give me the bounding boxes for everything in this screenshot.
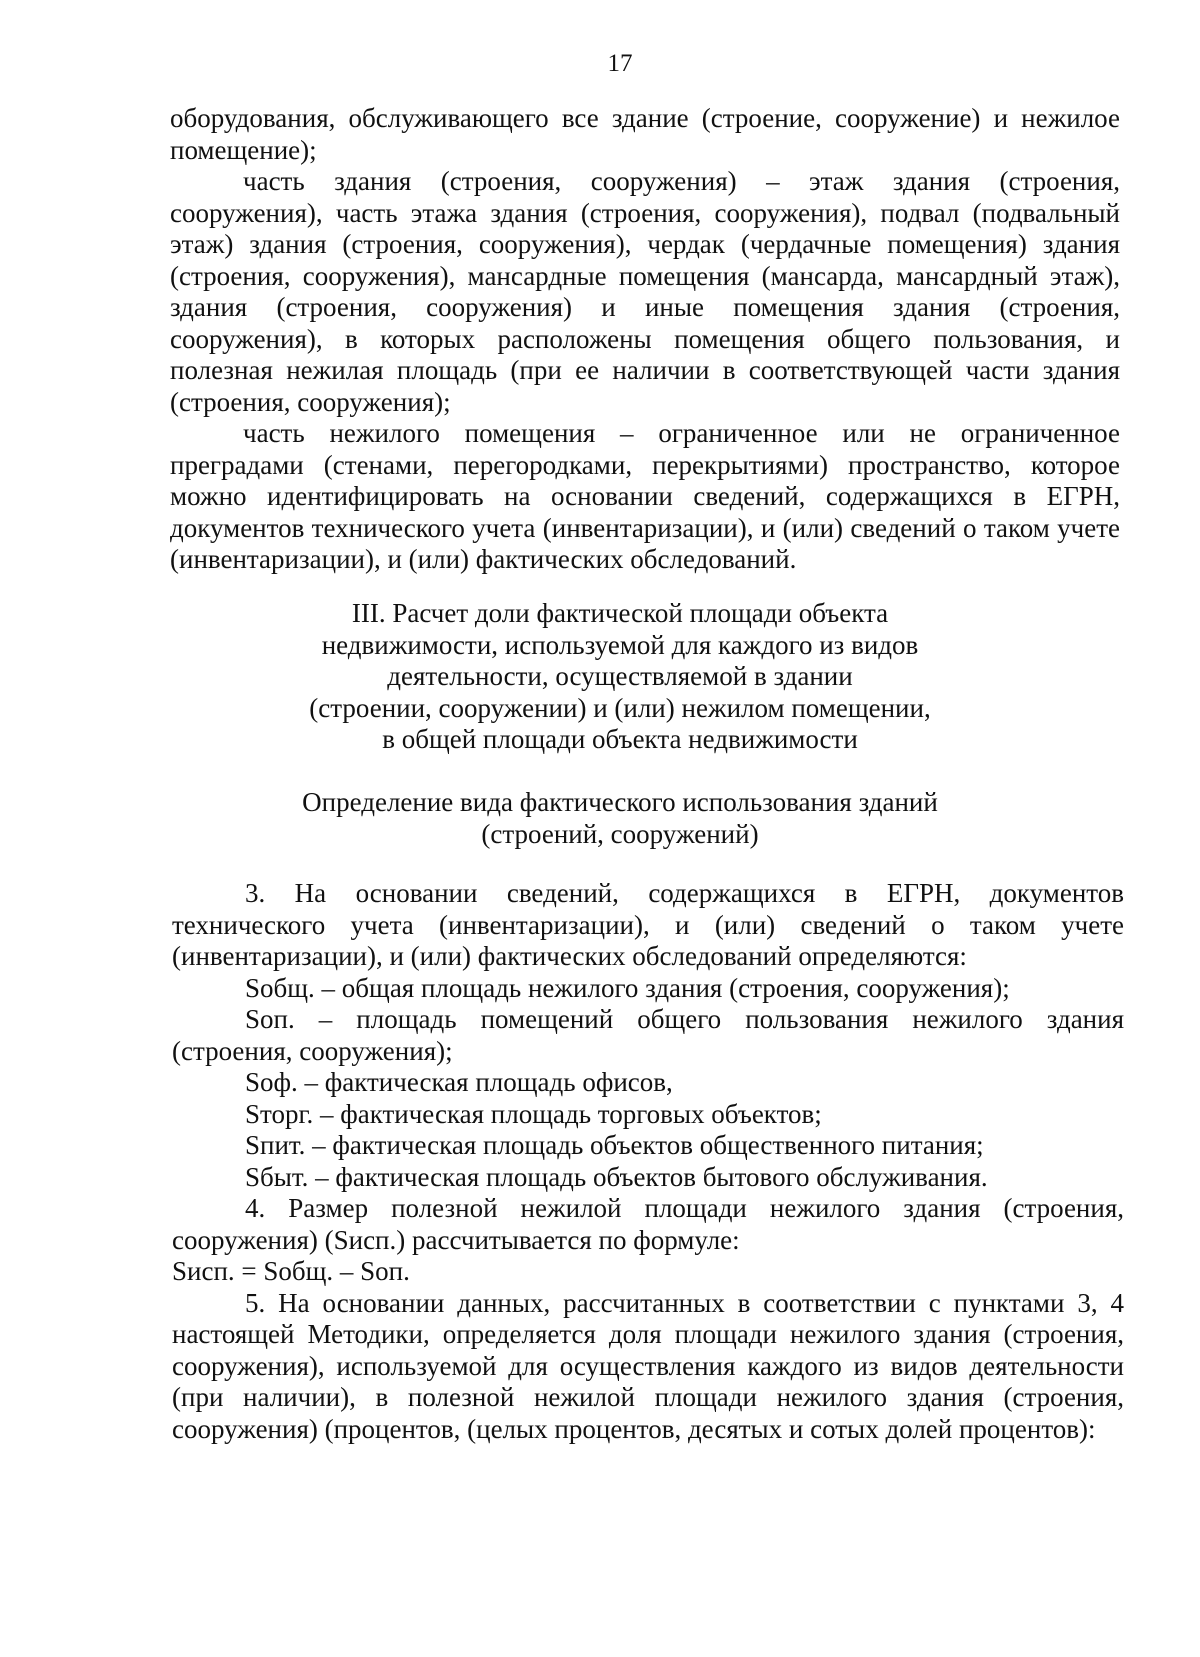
main-text-block: [172, 878, 1124, 1445]
section-heading-line: в общей площади объекта недвижимости: [382, 724, 858, 754]
paragraph-item-3: 3. На основании сведений, содержащихся в ЕГРН, документов технического учета (инвентаризации), и (или) сведений о таком учете (инвентаризации), и (или) фактических обследований определяются:: [172, 878, 1124, 971]
section-heading: [0, 598, 1200, 756]
paragraph-continuation: оборудования, обслуживающего все здание (строение, сооружение) и нежилое помещение);: [170, 103, 1120, 165]
paragraph-item-4: 4. Размер полезной нежилой площади нежилого здания (строения, сооружения) (Sисп.) рассчитывается по формуле:: [172, 1193, 1124, 1255]
formula: Sисп. = Sобщ. – Sоп.: [172, 1256, 410, 1286]
subheading-line: Определение вида фактического использования зданий: [302, 787, 938, 817]
definition-s-office: Sоф. – фактическая площадь офисов,: [245, 1067, 673, 1097]
section-heading-line: деятельности, осуществляемой в здании: [387, 661, 853, 691]
paragraph-building-part: часть здания (строения, сооружения) – этаж здания (строения, сооружения), часть этажа здания (строения, сооружения), подвал (подвальный этаж) здания (строения, сооружения), чердак (чердачные помещения) здания (строения, сооружения), мансардные помещения (мансарда, мансардный этаж), здания (строения, сооружения) и иные помещения здания (строения, сооружения), в которых расположены помещения общего пользования, и полезная нежилая площадь (при ее наличии в соответствующей части здания (строения, сооружения);: [170, 166, 1120, 417]
definition-s-total: Sобщ. – общая площадь нежилого здания (строения, сооружения);: [245, 972, 1010, 1003]
paragraph-premises-part: часть нежилого помещения – ограниченное или не ограниченное преградами (стенами, перегородками, перекрытиями) пространство, которое можно идентифицировать на основании сведений, содержащихся в ЕГРН, документов технического учета (инвентаризации), и (или) сведений о таком учете (инвентаризации), и (или) фактических обследований.: [170, 418, 1120, 574]
definition-s-consumer-services: Sбыт. – фактическая площадь объектов бытового обслуживания.: [245, 1161, 988, 1192]
section-heading-line: III. Расчет доли фактической площади объекта: [351, 598, 889, 628]
section-heading-line: недвижимости, используемой для каждого из видов: [321, 629, 919, 660]
paragraph-item-5: 5. На основании данных, рассчитанных в соответствии с пунктами 3, 4 настоящей Методики, определяется доля площади нежилого здания (строения, сооружения), используемой для осуществления каждого из видов деятельности (при наличии), в полезной нежилой площади нежилого здания (строения, сооружения) (процентов, (целых процентов, десятых и сотых долей процентов):: [172, 1287, 1124, 1444]
definition-s-catering: Sпит. – фактическая площадь объектов общественного питания;: [245, 1130, 984, 1160]
subheading-line: (строений, сооружений): [481, 818, 759, 849]
page-number: 17: [607, 50, 633, 77]
subheading: [0, 787, 1200, 850]
definition-s-trade: Sторг. – фактическая площадь торговых объектов;: [245, 1098, 822, 1129]
top-text-block: [170, 103, 1120, 576]
definition-s-common: Sоп. – площадь помещений общего пользования нежилого здания (строения, сооружения);: [172, 1004, 1124, 1066]
section-heading-line: (строении, сооружении) и (или) нежилом помещении,: [309, 692, 931, 723]
